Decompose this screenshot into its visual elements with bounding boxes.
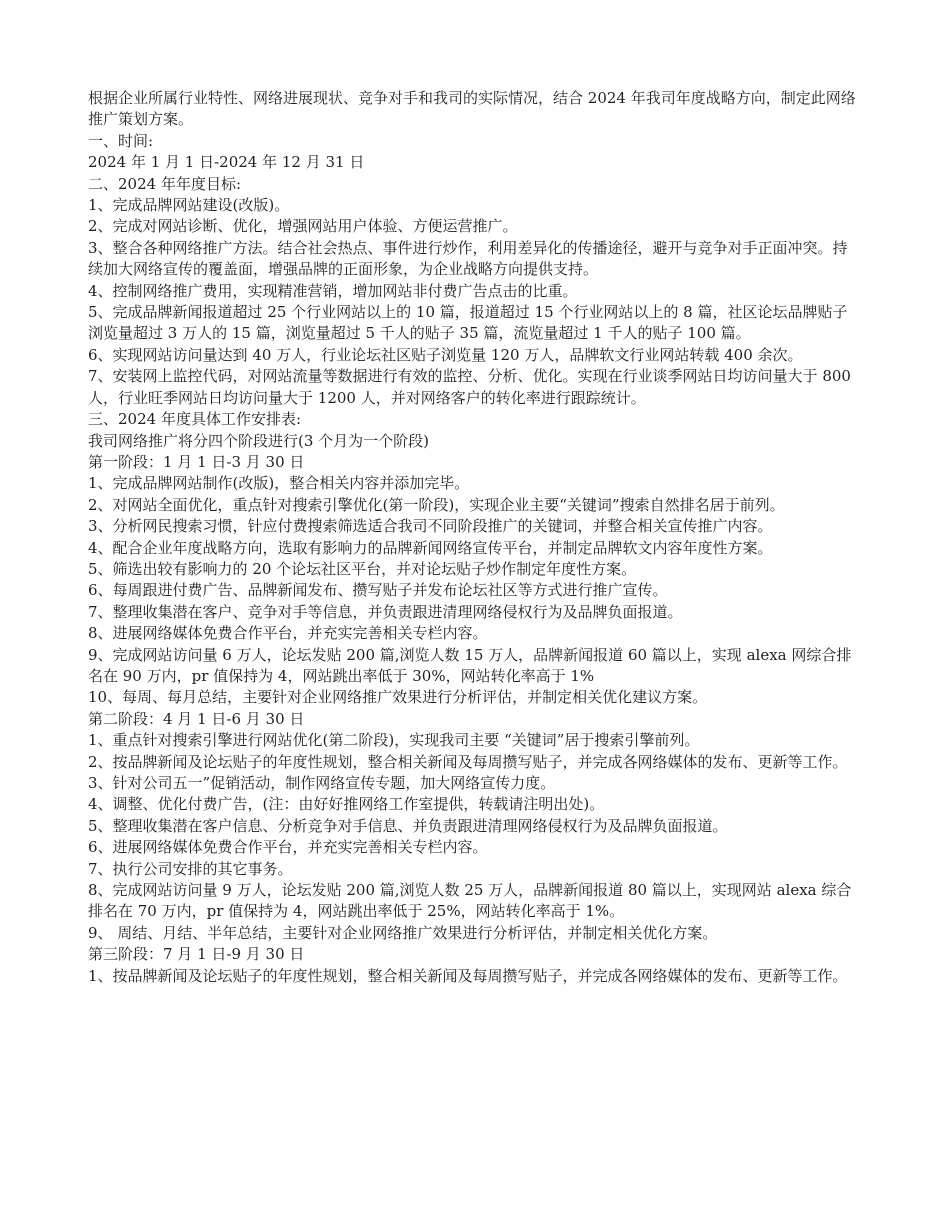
phase-2-item: 9、 周结、月结、半年总结，主要针对企业网络推广效果进行分析评估，并制定相关优化方案。 xyxy=(88,923,718,942)
paragraph-date-range: 2024 年 1 月 1 日-2024 年 12 月 31 日 xyxy=(88,153,365,172)
phase-2-item: 6、进展网络媒体免费合作平台，并充实完善相关专栏内容。 xyxy=(88,838,488,857)
goal-item: 1、完成品牌网站建设(改版)。 xyxy=(88,196,290,215)
phase-2-item: 1、重点针对搜索引擎进行网站优化(第二阶段)，实现我司主要 “关键词”居于搜索引擎前列。 xyxy=(88,731,700,750)
goal-item: 5、完成品牌新闻报道超过 25 个行业网站以上的 10 篇，报道超过 15 个行业网站以上的 8 篇，社区论坛品牌贴子浏览量超过 3 万人的 15 篇，浏览量超过 5 千人的贴子 35 篇，流览量超过 1 千人的贴子 100 篇。 xyxy=(88,303,848,343)
phase-1-item: 4、配合企业年度战略方向，选取有影响力的品牌新闻网络宣传平台，并制定品牌软文内容年度性方案。 xyxy=(88,538,773,557)
heading-work-schedule: 三、2024 年度具体工作安排表: xyxy=(88,410,301,429)
phase-2-item: 2、按品牌新闻及论坛贴子的年度性规划，整合相关新闻及每周攒写贴子，并完成各网络媒体的发布、更新等工作。 xyxy=(88,752,848,771)
goal-item: 4、控制网络推广费用，实现精准营销，增加网站非付费广告点击的比重。 xyxy=(88,281,578,300)
phase-2-item: 5、整理收集潜在客户信息、分析竞争对手信息、并负责跟进清理网络侵权行为及品牌负面报道。 xyxy=(88,816,728,835)
heading-phase-3: 第三阶段：7 月 1 日-9 月 30 日 xyxy=(88,945,305,964)
heading-phase-1: 第一阶段：1 月 1 日-3 月 30 日 xyxy=(88,452,305,471)
phase-1-item: 5、筛选出较有影响力的 20 个论坛社区平台，并对论坛贴子炒作制定年度性方案。 xyxy=(88,559,637,578)
phase-1-item: 1、完成品牌网站制作(改版)，整合相关内容并添加完毕。 xyxy=(88,474,470,493)
phase-1-item: 9、完成网站访问量 6 万人，论坛发贴 200 篇,浏览人数 15 万人，品牌新闻报道 60 篇以上，实现 alexa 网综合排名在 90 万内，pr 值保持为 4，网站跳出率低于 30%，网站转化率高于 1% xyxy=(88,645,852,685)
phase-2-item: 7、执行公司安排的其它事务。 xyxy=(88,859,293,878)
goal-item: 2、完成对网站诊断、优化，增强网站用户体验、方便运营推广。 xyxy=(88,217,518,236)
paragraph-phases-intro: 我司网络推广将分四个阶段进行(3 个月为一个阶段) xyxy=(88,431,430,450)
phase-1-item: 3、分析网民搜索习惯，针应付费搜索筛选适合我司不同阶段推广的关键词，并整合相关宣传推广内容。 xyxy=(88,517,773,536)
phase-3-item: 1、按品牌新闻及论坛贴子的年度性规划，整合相关新闻及每周攒写贴子，并完成各网络媒体的发布、更新等工作。 xyxy=(88,966,848,985)
heading-time: 一、时间: xyxy=(88,131,154,150)
goal-item: 6、实现网站访问量达到 40 万人，行业论坛社区贴子浏览量 120 万人，品牌软文行业网站转载 400 余次。 xyxy=(88,345,803,364)
phase-2-item: 3、针对公司五一”促销活动，制作网络宣传专题，加大网络宣传力度。 xyxy=(88,774,556,792)
phase-1-item: 10、每周、每月总结，主要针对企业网络推广效果进行分析评估，并制定相关优化建议方案。 xyxy=(88,688,708,707)
phase-1-item: 7、整理收集潜在客户、竞争对手等信息，并负责跟进清理网络侵权行为及品牌负面报道。 xyxy=(88,602,683,621)
goal-item: 7、安装网上监控代码，对网站流量等数据进行有效的监控、分析、优化。实现在行业谈季网站日均访问量大于 800 人，行业旺季网站日均访问量大于 1200 人，并对网络客户的转化率进行跟踪统计。 xyxy=(88,367,851,407)
phase-1-item: 2、对网站全面优化，重点针对搜索引擎优化(第一阶段)，实现企业主要“关键词”搜索自然排名居于前列。 xyxy=(88,495,785,514)
phase-1-item: 6、每周跟进付费广告、品牌新闻发布、攒写贴子并发布论坛社区等方式进行推广宣传。 xyxy=(88,581,668,600)
goal-item: 3、整合各种网络推广方法。结合社会热点、事件进行炒作，利用差异化的传播途径，避开与竞争对手正面冲突。持续加大网络宣传的覆盖面，增强品牌的正面形象，为企业战略方向提供支持。 xyxy=(88,238,848,279)
heading-phase-2: 第二阶段：4 月 1 日-6 月 30 日 xyxy=(88,709,305,728)
phase-2-item: 8、完成网站访问量 9 万人，论坛发贴 200 篇,浏览人数 25 万人，品牌新闻报道 80 篇以上，实现网站 alexa 综合排名在 70 万内，pr 值保持为 4，网站跳出率低于 25%，网站转化率高于 1%。 xyxy=(88,881,852,921)
document-body xyxy=(88,88,860,987)
paragraph-intro: 根据企业所属行业特性、网络进展现状、竞争对手和我司的实际情况，结合 2024 年我司年度战略方向，制定此网络推广策划方案。 xyxy=(88,89,856,129)
phase-2-item: 4、调整、优化付费广告，(注：由好好推网络工作室提供，转载请注明出处)。 xyxy=(88,795,605,814)
phase-1-item: 8、进展网络媒体免费合作平台，并充实完善相关专栏内容。 xyxy=(88,624,488,643)
heading-annual-goals: 二、2024 年年度目标: xyxy=(88,174,241,193)
